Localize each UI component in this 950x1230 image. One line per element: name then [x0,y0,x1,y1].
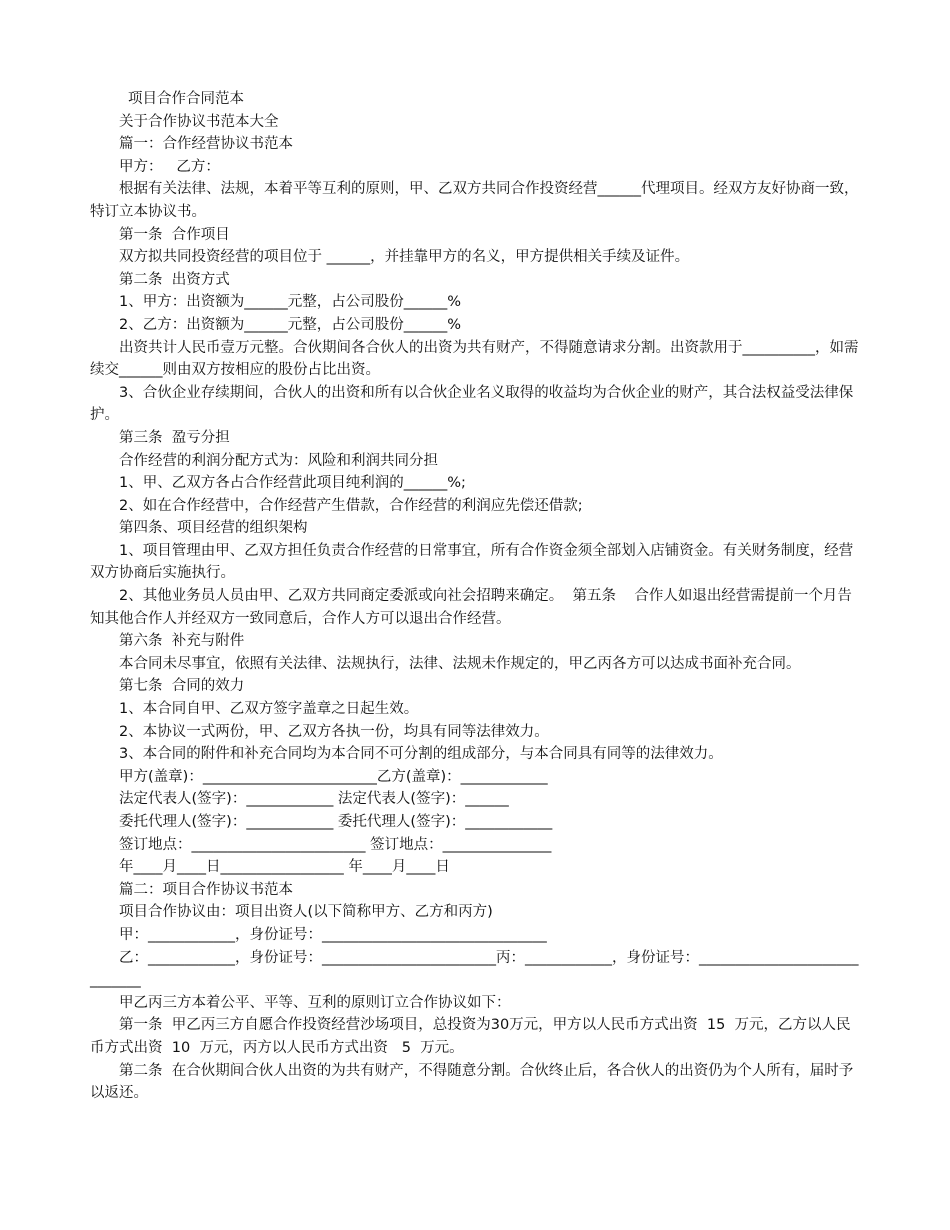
signature-legal-rep-line: 法定代表人(签字)：____________ 法定代表人(签字)：______ [119,791,509,808]
investors-intro: 项目合作协议由：项目出资人(以下简称甲方、乙方和丙方) [119,904,493,921]
party-b-c-id-line: 乙：____________，身份证号：________________________丙：____________，身份证号：_____________________________ [90,949,859,989]
article-3-item-2: 2、如在合作经营中，合作经营产生借款，合作经营的利润应先偿还借款; [119,497,583,514]
article-7-item-3: 3、本合同的附件和补充合同均为本合同不可分割的组成部分，与本合同具有同等的法律效力。 [119,746,723,763]
article-2-item-3: 3、合伙企业存续期间，合伙人的出资和所有以合伙企业名义取得的收益均为合伙企业的财产，其合法权益受法律保护。 [90,384,854,424]
signing-place-line: 签订地点：________________________ 签订地点：_______________ [119,836,552,853]
article-2-item-2: 2、乙方：出资额为______元整，占公司股份______% [119,316,462,333]
part-two-article-1: 第一条 甲乙丙三方自愿合作投资经营沙场项目，总投资为30万元，甲方以人民币方式出资 15 万元，乙方以人民币方式出资 10 万元，丙方以人民币方式出资 5 万元。 [90,1017,851,1056]
article-7-item-2: 2、本协议一式两份，甲、乙双方各执一份，均具有同等法律效力。 [119,723,549,740]
article-heading-3: 第三条 盈亏分担 [119,429,230,446]
article-heading-6: 第六条 补充与附件 [119,633,245,650]
article-4-item-1: 1、项目管理由甲、乙双方担任负责合作经营的日常事宜，所有合作资金须全部划入店铺资金。有关财务制度，经营双方协商后实施执行。 [90,542,854,582]
document-title: 项目合作合同范本 [128,91,244,107]
section-heading-part-one: 篇一：合作经营协议书范本 [119,136,293,153]
section-heading-part-two: 篇二：项目合作协议书范本 [119,881,293,898]
document-subtitle: 关于合作协议书范本大全 [119,113,279,130]
signature-agent-line: 委托代理人(签字)：____________ 委托代理人(签字)：____________ [119,814,553,830]
parties-line: 甲方： 乙方： [119,158,220,175]
article-heading-1: 第一条 合作项目 [119,226,230,243]
preamble-paragraph: 根据有关法律、法规，本着平等互利的原则，甲、乙双方共同合作投资经营______代理项目。经双方友好协商一致，特订立本协议书。 [90,181,859,220]
article-7-item-1: 1、本合同自甲、乙双方签字盖章之日起生效。 [119,701,419,718]
article-6-text: 本合同未尽事宜，依照有关法律、法规执行，法律、法规未作规定的，甲乙丙各方可以达成书面补充合同。 [119,655,801,672]
signature-seal-line: 甲方(盖章)：________________________乙方(盖章)：____________ [119,768,548,785]
article-heading-2: 第二条 出资方式 [119,271,230,288]
article-heading-7: 第七条 合同的效力 [119,678,245,695]
article-4-item-2: 2、其他业务员人员由甲、乙双方共同商定委派或向社会招聘来确定。 第五条 合作人如退出经营需提前一个月告知其他合作人并经双方一致同意后，合作人方可以退出合作经营。 [90,588,852,627]
article-heading-4: 第四条、项目经营的组织架构 [119,520,308,537]
article-3-text: 合作经营的利润分配方式为：风险和利润共同分担 [119,452,438,469]
part-two-article-2: 第二条 在合伙期间合伙人出资的为共有财产，不得随意分割。合伙终止后，各合伙人的出资仍为个人所有，届时予以返还。 [90,1062,854,1102]
article-2-paragraph: 出资共计人民币壹万元整。合伙期间各合伙人的出资为共有财产，不得随意请求分割。出资款用于__________，如需续交______则由双方按相应的股份占比出资。 [90,339,859,379]
article-3-item-1: 1、甲、乙双方各占合作经营此项目纯利润的______%; [119,475,466,492]
document-body [90,88,860,1105]
agreement-intro: 甲乙丙三方本着公平、平等、互利的原则订立合作协议如下： [119,994,511,1011]
party-a-id-line: 甲：____________，身份证号：_______________________________ [119,926,547,943]
article-1-text: 双方拟共同投资经营的项目位于 ______，并挂靠甲方的名义，甲方提供相关手续及证件。 [119,249,690,266]
article-2-item-1: 1、甲方：出资额为______元整，占公司股份______% [119,294,462,311]
signing-date-line: 年____月____日_________________ 年____月____日 [119,859,450,876]
